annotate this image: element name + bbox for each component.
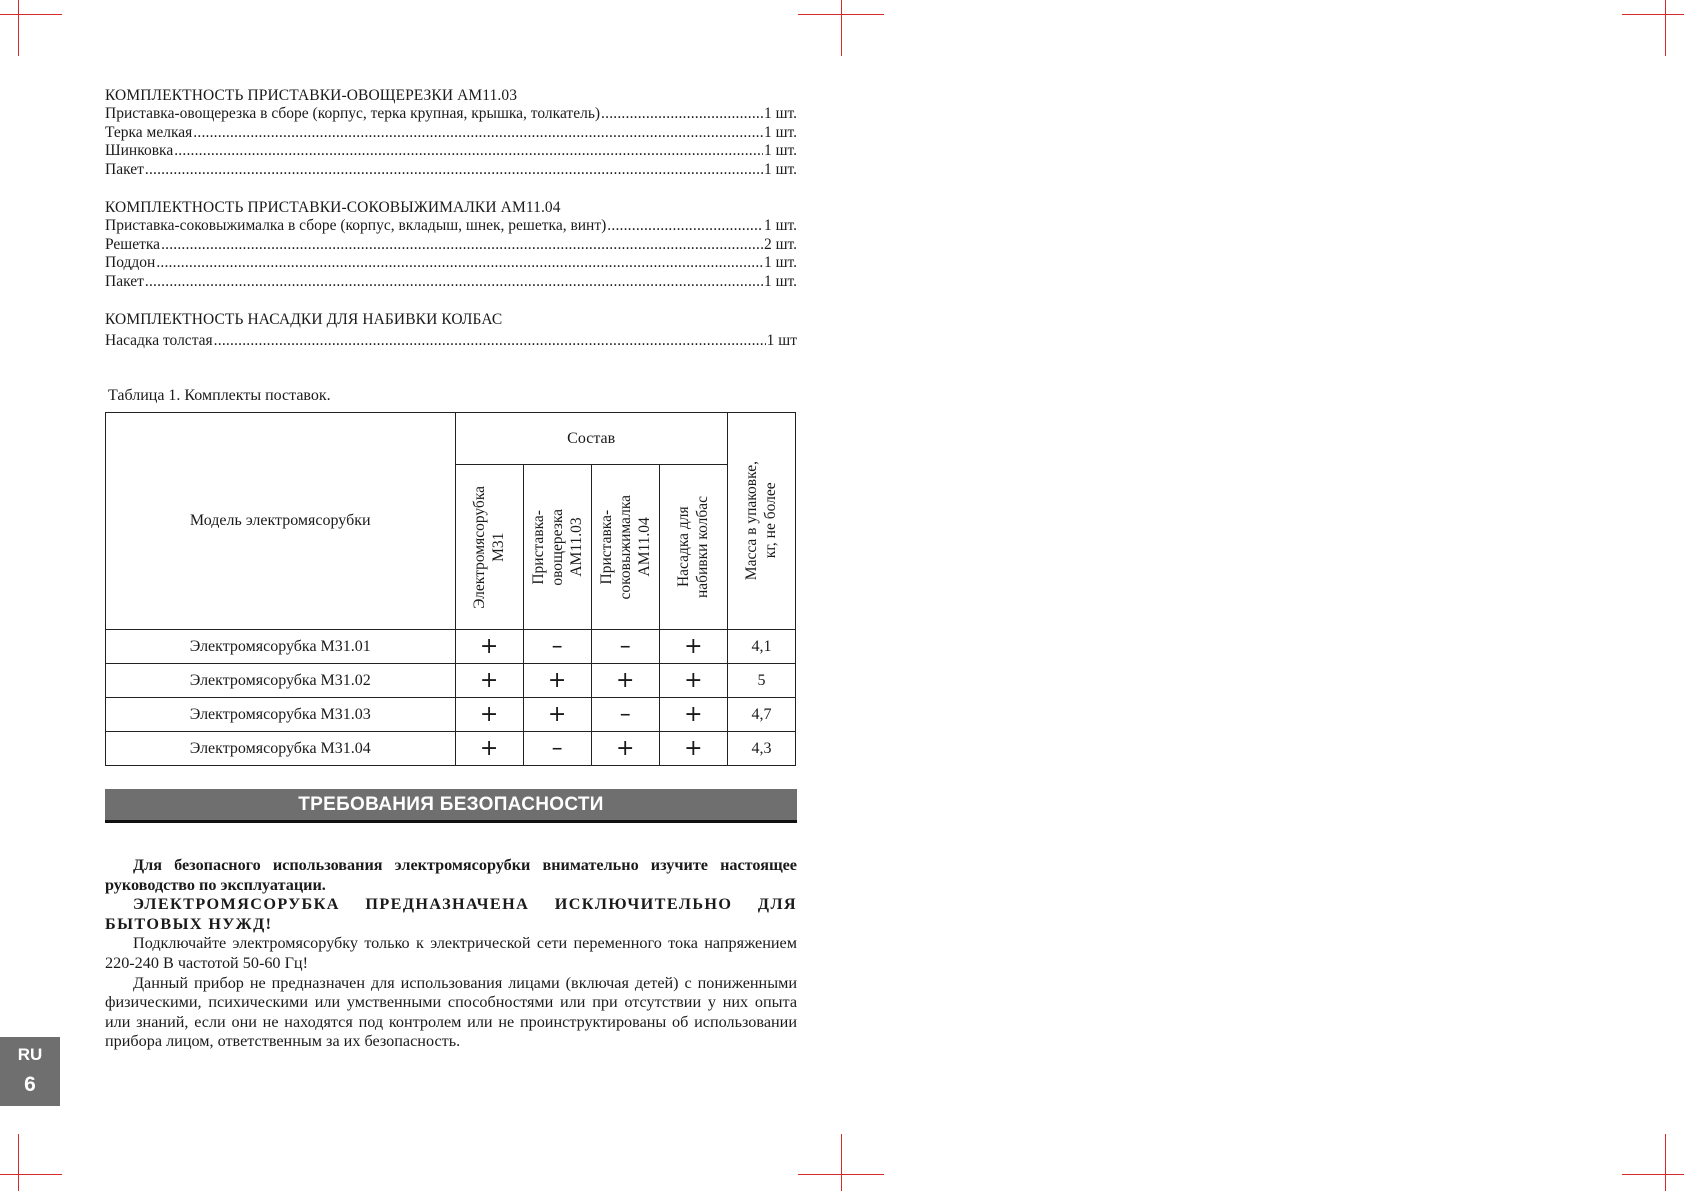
list-item — [105, 254, 797, 273]
item-qty: 1 шт. — [763, 142, 797, 160]
section-title: КОМПЛЕКТНОСТЬ ПРИСТАВКИ-ОВОЩЕРЕЗКИ АМ11.03 — [105, 87, 518, 104]
cell-meat-grinder: + — [455, 732, 523, 766]
crop-mark — [1622, 1174, 1684, 1175]
list-item — [105, 273, 797, 292]
model-cell: Электромясорубка М31.02 — [106, 664, 456, 698]
cell-sausage-attachment: + — [659, 630, 727, 664]
cell-vegetable-cutter: – — [523, 630, 591, 664]
item-qty: 1 шт. — [763, 272, 797, 290]
mass-cell: 4,7 — [727, 698, 795, 732]
cell-meat-grinder: + — [455, 664, 523, 698]
item-label: Пакет — [105, 161, 144, 179]
dot-leader — [601, 105, 763, 124]
delivery-sets-table — [105, 412, 796, 766]
dot-leader — [145, 161, 763, 180]
composition-header: Состав — [455, 413, 727, 465]
cell-vegetable-cutter: – — [523, 732, 591, 766]
item-qty: 1 шт. — [763, 216, 797, 234]
table-row — [106, 664, 796, 698]
item-label: Пакет — [105, 272, 144, 290]
item-qty: 1 шт. — [763, 123, 797, 141]
cell-juicer: + — [591, 664, 659, 698]
section-title: КОМПЛЕКТНОСТЬ НАСАДКИ ДЛЯ НАБИВКИ КОЛБАС — [105, 310, 503, 328]
section-juicer — [105, 198, 797, 292]
item-qty: 1 шт. — [763, 105, 797, 122]
table-row — [106, 732, 796, 766]
col-header-meat-grinder: Электромясорубка М31 — [455, 465, 523, 630]
item-qty: 1 шт. — [763, 254, 797, 272]
mass-header — [727, 413, 795, 630]
cell-meat-grinder: + — [455, 630, 523, 664]
item-label: Решетка — [105, 235, 161, 253]
safety-paragraph: Подключайте электромясорубку только к электрической сети переменного тока напряжением 220-240 В частотой 50-60 Гц! — [105, 934, 797, 972]
list-item — [105, 161, 797, 180]
list-item — [105, 236, 797, 255]
model-cell: Электромясорубка М31.04 — [106, 732, 456, 766]
crop-mark — [18, 0, 19, 56]
crop-mark — [841, 1134, 842, 1191]
table-row — [106, 630, 796, 664]
cell-juicer: – — [591, 630, 659, 664]
safety-heading: ТРЕБОВАНИЯ БЕЗОПАСНОСТИ — [105, 789, 797, 823]
page-number: 6 — [24, 1073, 36, 1096]
item-label: Приставка-овощерезка в сборе (корпус, терка крупная, крышка, толкатель) — [105, 105, 601, 122]
item-label: Терка мелкая — [105, 123, 193, 141]
item-qty: 1 шт. — [763, 161, 797, 179]
dot-leader — [214, 332, 766, 351]
mass-cell: 4,1 — [727, 630, 795, 664]
page-tab — [0, 1037, 60, 1106]
item-qty: 1 шт — [766, 331, 797, 349]
dot-leader — [145, 273, 763, 292]
model-cell: Электромясорубка М31.01 — [106, 630, 456, 664]
list-item — [105, 332, 797, 351]
model-header: Модель электромясорубки — [106, 413, 456, 630]
item-label: Приставка-соковыжималка в сборе (корпус, вкладыш, шнек, решетка, винт) — [105, 216, 607, 234]
col-header-vegetable-cutter: Приставка- овощерезка АМ11.03 — [523, 465, 591, 630]
cell-vegetable-cutter: + — [523, 664, 591, 698]
safety-paragraph: Для безопасного использования электромясорубки внимательно изучите настоящее руководство по эксплуатации. — [105, 856, 797, 894]
dot-leader — [156, 254, 763, 273]
safety-text — [105, 856, 797, 1052]
cell-meat-grinder: + — [455, 698, 523, 732]
crop-mark — [0, 14, 62, 15]
safety-paragraph: ЭЛЕКТРОМЯСОРУБКА ПРЕДНАЗНАЧЕНА ИСКЛЮЧИТЕЛЬНО ДЛЯ БЫТОВЫХ НУЖД! — [105, 895, 797, 933]
cell-vegetable-cutter: + — [523, 698, 591, 732]
list-item — [105, 142, 797, 161]
list-item — [105, 105, 797, 124]
crop-mark — [841, 0, 842, 56]
cell-juicer: + — [591, 732, 659, 766]
table-header-row — [106, 413, 796, 465]
crop-mark — [1665, 1134, 1666, 1191]
dot-leader — [174, 142, 763, 161]
completeness-sections — [105, 86, 797, 368]
safety-paragraph: Данный прибор не предназначен для использования лицами (включая детей) с пониженными физическими, психическими или умственными способностями или при отсутствии у них опыта или знаний, если они не находятся под контролем или не проинструктированы об использовании прибора лицом, ответственным за их безопасность. — [105, 973, 797, 1051]
item-label: Шинковка — [105, 142, 174, 160]
item-label: Поддон — [105, 254, 156, 272]
model-cell: Электромясорубка М31.03 — [106, 698, 456, 732]
crop-mark — [0, 1174, 62, 1175]
item-qty: 2 шт. — [763, 235, 797, 253]
section-vegetable-cutter — [105, 86, 797, 180]
table-caption: Таблица 1. Комплекты поставок. — [108, 387, 331, 404]
mass-cell: 4,3 — [727, 732, 795, 766]
crop-mark — [1665, 0, 1666, 56]
mass-cell: 5 — [727, 664, 795, 698]
dot-leader — [161, 236, 763, 255]
col-header-sausage-attachment: Насадка для набивки колбас — [659, 465, 727, 630]
table-row — [106, 698, 796, 732]
item-label: Насадка толстая — [105, 331, 213, 349]
cell-juicer: – — [591, 698, 659, 732]
crop-mark — [18, 1134, 19, 1191]
list-item — [105, 124, 797, 143]
crop-mark — [1622, 14, 1684, 15]
cell-sausage-attachment: + — [659, 664, 727, 698]
dot-leader — [193, 124, 763, 143]
list-item — [105, 217, 797, 236]
section-title: КОМПЛЕКТНОСТЬ ПРИСТАВКИ-СОКОВЫЖИМАЛКИ АМ11.04 — [105, 198, 561, 216]
language-label: RU — [17, 1045, 43, 1064]
mass-header-text: Масса в упаковке, кг, не более — [743, 461, 780, 581]
cell-sausage-attachment: + — [659, 698, 727, 732]
section-sausage-attachment — [105, 310, 797, 351]
col-header-juicer: Приставка- соковыжималка АМ11.04 — [591, 465, 659, 630]
dot-leader — [607, 217, 763, 236]
cell-sausage-attachment: + — [659, 732, 727, 766]
